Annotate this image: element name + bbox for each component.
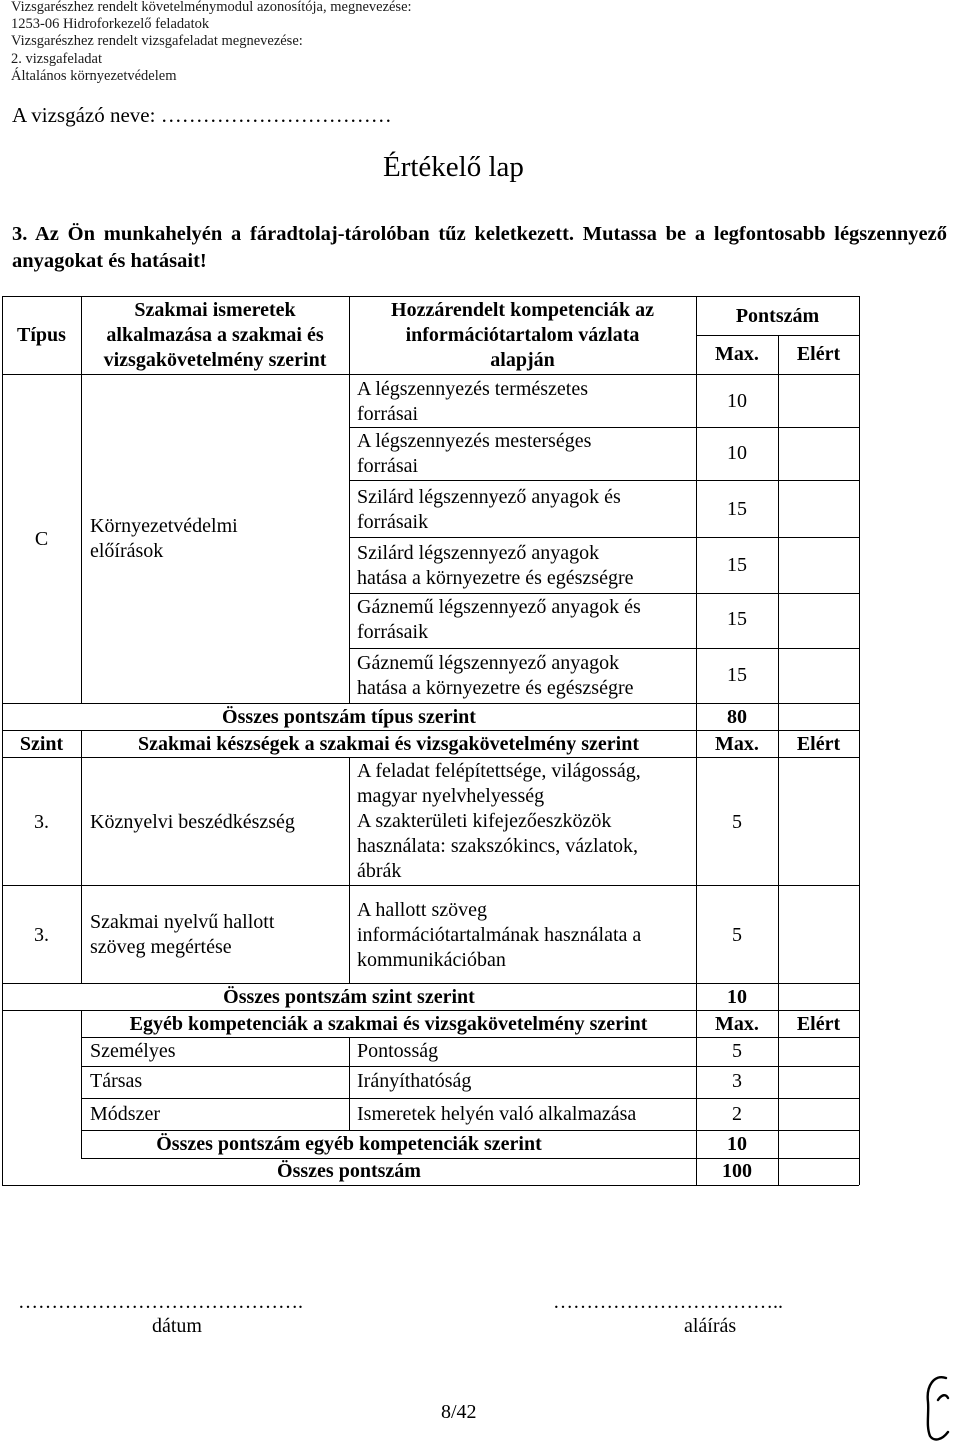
page-number: 8/42: [441, 1401, 477, 1423]
max-points: 3: [732, 1070, 742, 1092]
header-max: Max.: [715, 1013, 759, 1035]
total-level-label: Összes pontszám szint szerint: [223, 986, 475, 1008]
header-pontszam: Pontszám: [735, 305, 820, 327]
date-dots: …………………………………….: [18, 1291, 303, 1313]
grand-total-label: Összes pontszám: [277, 1160, 421, 1182]
header-max: Max.: [715, 343, 759, 365]
total-other-value: 10: [727, 1133, 747, 1155]
header-line: Vizsgarészhez rendelt követelménymodul azonosítója, megnevezése:: [11, 0, 412, 15]
header-line: Vizsgarészhez rendelt vizsgafeladat megnevezése:: [11, 33, 303, 50]
header-tipus: Típus: [17, 324, 66, 346]
skill-cell: Szakmai nyelvű hallott szöveg megértése: [90, 911, 275, 958]
header-kompetenciak: Hozzárendelt kompetenciák az információtartalom vázlata alapján: [391, 299, 654, 371]
category-cell: Módszer: [90, 1103, 160, 1125]
candidate-name-label: A vizsgázó neve: ……………………………: [12, 103, 392, 127]
competence-row: A légszennyezés mesterséges forrásai: [357, 430, 592, 477]
type-cell: C: [34, 528, 49, 550]
competence-cell: Pontosság: [357, 1040, 439, 1062]
max-points: 15: [727, 498, 747, 520]
handwritten-signature-mark: [920, 1372, 956, 1444]
header-line: Általános környezetvédelem: [11, 67, 177, 84]
max-points: 10: [727, 442, 747, 464]
grand-total-value: 100: [722, 1160, 752, 1182]
competence-cell: Irányíthatóság: [357, 1070, 472, 1092]
signature-dots: ……………………………..: [553, 1291, 783, 1313]
level-cell: 3.: [34, 811, 49, 833]
header-ismeretek: Szakmai ismeretek alkalmazása a szakmai és vizsgakövetelmény szerint: [103, 299, 327, 371]
header-elert: Elért: [796, 343, 841, 365]
max-points: 15: [727, 554, 747, 576]
competence-cell: Ismeretek helyén való alkalmazása: [357, 1103, 637, 1125]
level-cell: 3.: [34, 924, 49, 946]
skill-cell: Köznyelvi beszédkészség: [90, 811, 295, 833]
category-cell: Személyes: [90, 1040, 176, 1062]
total-other-label: Összes pontszám egyéb kompetenciák szerint: [156, 1133, 542, 1155]
max-points: 15: [727, 664, 747, 686]
header-skills: Szakmai készségek a szakmai és vizsgakövetelmény szerint: [137, 733, 640, 755]
max-points: 10: [727, 390, 747, 412]
total-type-label: Összes pontszám típus szerint: [222, 706, 476, 728]
competence-row: A légszennyezés természetes forrásai: [357, 378, 589, 425]
competence-row: Gáznemű légszennyező anyagok és forrásaik: [357, 596, 641, 643]
header-line: 1253-06 Hidroforkezelő feladatok: [11, 16, 210, 33]
header-line: 2. vizsgafeladat: [11, 50, 102, 67]
date-label: dátum: [152, 1315, 202, 1337]
max-points: 5: [732, 1040, 742, 1062]
skill-description: A hallott szöveg információtartalmának használata a kommunikációban: [357, 899, 642, 971]
page-title: Értékelő lap: [383, 151, 524, 183]
max-points: 5: [732, 924, 742, 946]
area-cell: Környezetvédelmi előírások: [90, 515, 238, 562]
skill-description: A feladat felépítettsége, világosság, magyar nyelvhelyesség A szakterületi kifejezőeszközök használata: szakszókincs, vázlatok, ábrák: [357, 760, 641, 882]
header-elert: Elért: [796, 1013, 841, 1035]
header-szint: Szint: [19, 733, 64, 755]
max-points: 15: [727, 608, 747, 630]
signature-label: aláírás: [684, 1315, 737, 1337]
max-points: 5: [732, 811, 742, 833]
competence-row: Gáznemű légszennyező anyagok hatása a környezetre és egészségre: [357, 652, 634, 699]
header-elert: Elért: [796, 733, 841, 755]
competence-row: Szilárd légszennyező anyagok hatása a környezetre és egészségre: [357, 542, 634, 589]
category-cell: Társas: [90, 1070, 143, 1092]
header-max: Max.: [715, 733, 759, 755]
total-type-value: 80: [727, 706, 747, 728]
document-header: [11, 0, 412, 85]
competence-row: Szilárd légszennyező anyagok és forrásaik: [357, 486, 621, 533]
total-level-value: 10: [727, 986, 747, 1008]
header-other: Egyéb kompetenciák a szakmai és vizsgakövetelmény szerint: [129, 1013, 648, 1035]
max-points: 2: [732, 1103, 742, 1125]
task-text: 3. Az Ön munkahelyén a fáradtolaj-tárolóban tűz keletkezett. Mutassa be a legfontosabb légszennyező anyagokat és hatásait!: [12, 223, 947, 272]
